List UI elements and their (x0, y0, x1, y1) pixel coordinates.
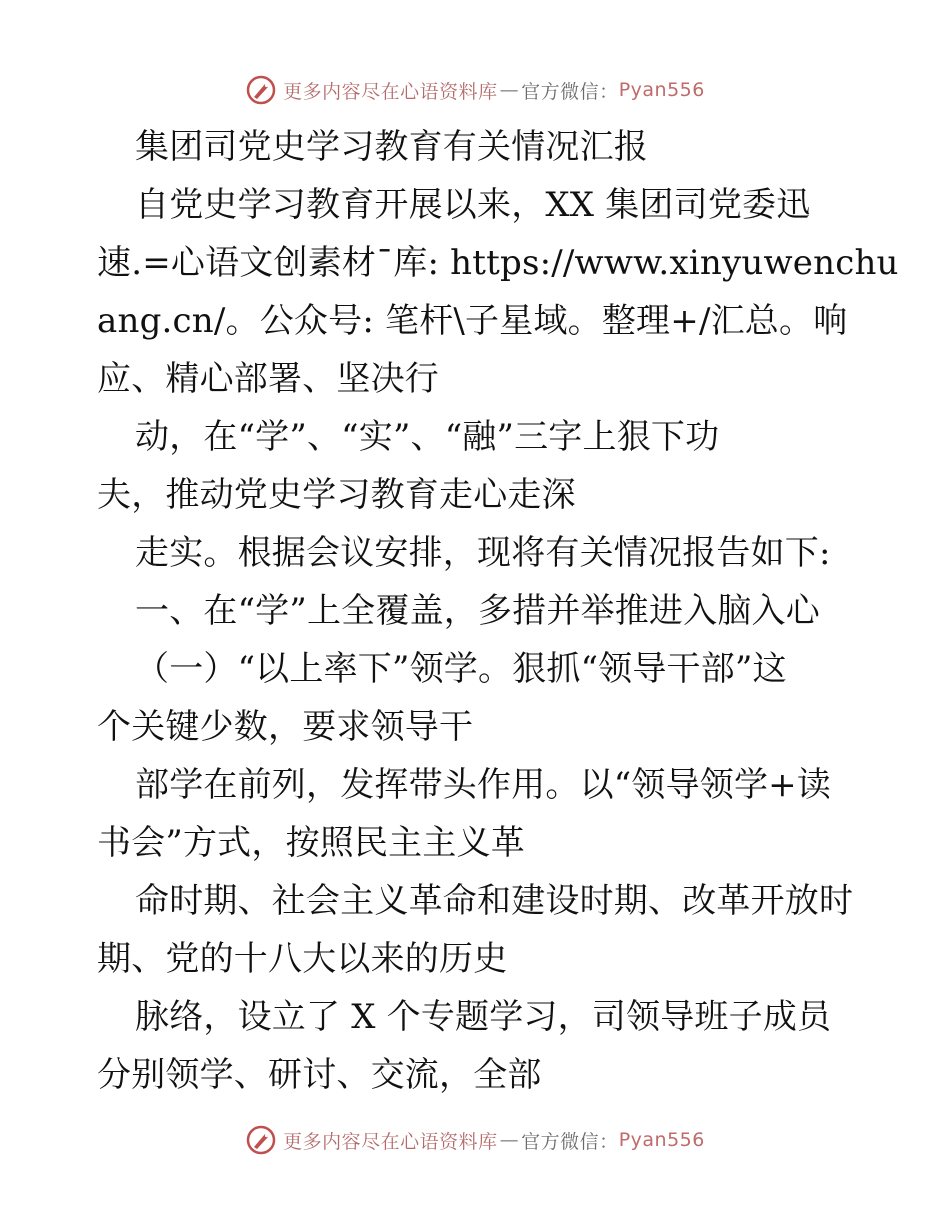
text-line: 动，在“学”、“实”、“融”三字上狠下功 (135, 417, 720, 457)
pen-nib-logo-icon (245, 74, 277, 106)
text-line: 分别领学、研讨、交流，全部 (97, 1055, 542, 1095)
watermark-handle: Pyan556 (618, 79, 705, 101)
watermark-separator: — (499, 1129, 520, 1151)
text-line: 脉络，设立了 X 个专题学习，司领导班子成员 (135, 997, 832, 1037)
text-line: 速.=心语文创素材¯库: https://www.xinyuwenchu (97, 243, 899, 283)
text-line: 应、精心部署、坚决行 (97, 359, 439, 399)
text-line: 自党史学习教育开展以来，XX 集团司党委迅 (135, 185, 811, 225)
watermark-handle: Pyan556 (618, 1129, 705, 1151)
footer-watermark (0, 1120, 950, 1160)
text-line: 期、党的十八大以来的历史 (97, 939, 508, 979)
watermark-official-text: 官方微信： (521, 1130, 619, 1153)
watermark-brand-text: 更多内容尽在心语资料库 (283, 80, 498, 103)
text-line: 部学在前列，发挥带头作用。以“领导领学+读 (135, 765, 832, 805)
text-line: 书会”方式，按照民主主义革 (97, 823, 525, 863)
text-line: 个关键少数，要求领导干 (97, 707, 474, 747)
watermark-official-text: 官方微信： (521, 80, 619, 103)
document-body (97, 118, 899, 1104)
text-line: 一、在“学”上全覆盖，多措并举推进入脑入心 (135, 591, 820, 631)
header-watermark (0, 70, 950, 110)
pen-nib-logo-icon (245, 1124, 277, 1156)
watermark-separator: — (499, 79, 520, 101)
text-line: 走实。根据会议安排，现将有关情况报告如下: (135, 533, 831, 573)
text-line: （一）“以上率下”领学。狠抓“领导干部”这 (135, 649, 787, 689)
text-line: ang.cn/。公众号: 笔杆\子星域。整理+/汇总。响 (97, 301, 848, 341)
watermark-brand-text: 更多内容尽在心语资料库 (283, 1130, 498, 1153)
text-line: 夫，推动党史学习教育走心走深 (97, 475, 576, 515)
text-line: 命时期、社会主义革命和建设时期、改革开放时 (135, 881, 854, 921)
text-line: 集团司党史学习教育有关情况汇报 (135, 127, 648, 167)
